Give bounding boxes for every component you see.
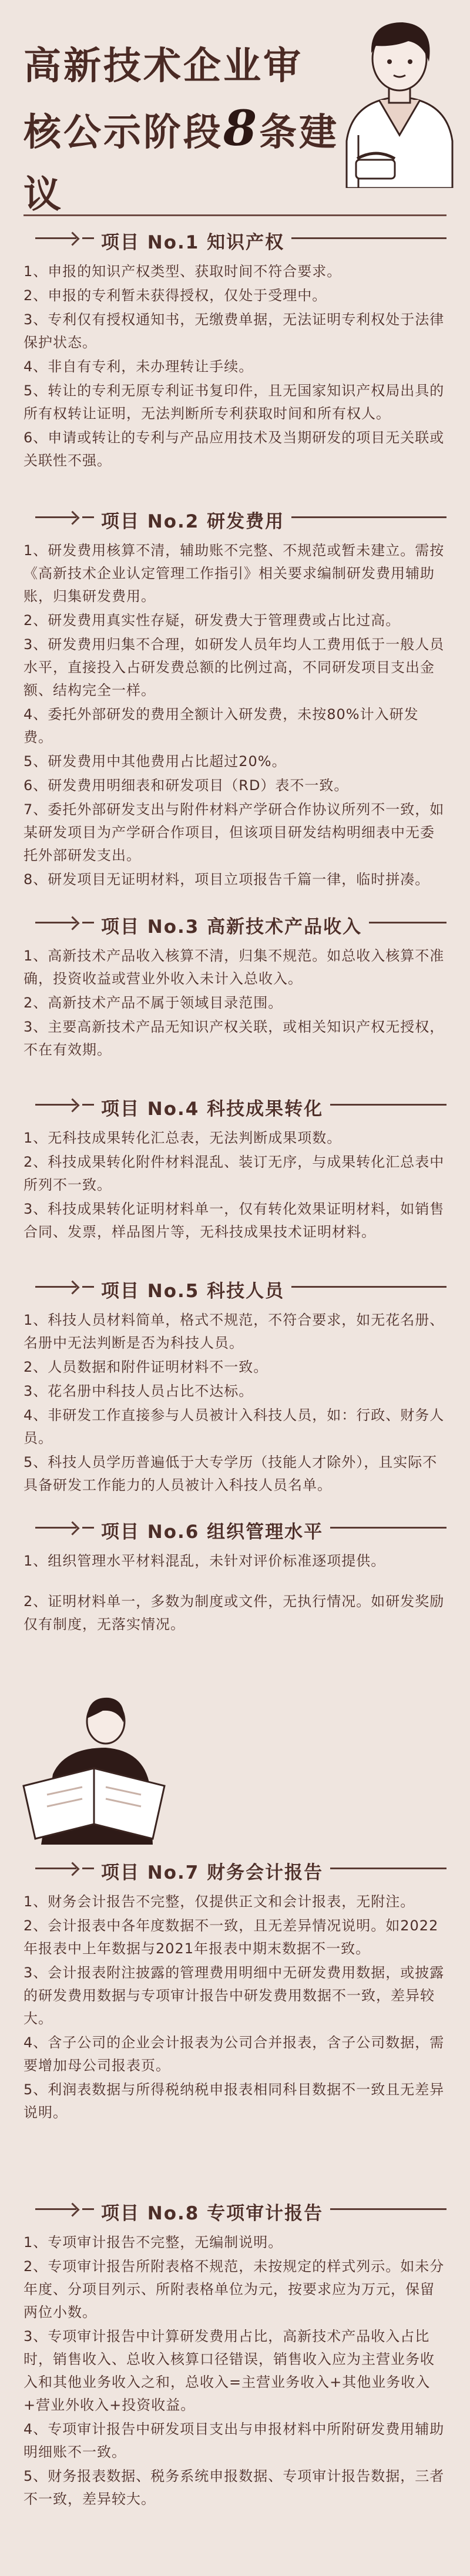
issue-item: 1、申报的知识产权类型、获取时间不符合要求。	[24, 263, 342, 280]
arrow-right-icon	[35, 516, 76, 518]
arrow-right-icon	[35, 2208, 76, 2210]
page-title	[24, 35, 352, 226]
section-special-audit	[24, 2197, 446, 2512]
title-text-a: 核公示阶段	[24, 111, 223, 155]
issue-item: 1、组织管理水平材料混乱，未针对评价标准逐项提供。	[24, 1553, 386, 1569]
issue-item: 4、非研发工作直接参与人员被计入科技人员，如：行政、财务人员。	[24, 1407, 445, 1446]
issue-list	[24, 945, 446, 1062]
title-text-b: 条建议	[24, 111, 340, 217]
section-header	[24, 911, 446, 945]
issue-item: 5、财务报表数据、税务系统申报数据、专项审计报告数据，三者不一致，差异较大。	[24, 2468, 445, 2507]
issue-item: 2、人员数据和附件证明材料不一致。	[24, 1359, 268, 1375]
issue-item: 2、证明材料单一，多数为制度或文件，无执行情况。如研发奖励仅有制度，无落实情况。	[24, 1593, 445, 1633]
section-title: 项目 No.6 组织管理水平	[94, 1517, 330, 1543]
issue-item: 1、研发费用核算不清，辅助账不完整、不规范或暂未建立。需按《高新技术企业认定管理工作指引》相关要求编制研发费用辅助账，归集研发费用。	[24, 542, 445, 604]
section-achievement-transfer	[24, 1093, 446, 1245]
section-rd-expense	[24, 505, 446, 892]
issue-item: 3、花名册中科技人员占比不达标。	[24, 1383, 254, 1399]
issue-item: 2、科技成果转化附件材料混乱、装订无序，与成果转化汇总表中所列不一致。	[24, 1154, 445, 1193]
section-title: 项目 No.8 专项审计报告	[94, 2198, 330, 2225]
issue-item: 4、专项审计报告中研发项目支出与申报材料中所附研发费用辅助明细账不一致。	[24, 2421, 445, 2460]
issue-item: 1、财务会计报告不完整，仅提供正文和会计报表，无附注。	[24, 1893, 415, 1910]
issue-list	[24, 1127, 446, 1244]
section-title: 项目 No.5 科技人员	[94, 1276, 291, 1302]
issue-item: 1、科技人员材料简单，格式不规范，不符合要求，如无花名册、名册中无法判断是否为科技人员。	[24, 1312, 445, 1351]
section-header	[24, 1093, 446, 1127]
arrow-right-icon	[35, 1286, 76, 1288]
issue-item: 2、会计报表中各年度数据不一致，且无差异情况说明。如2022年报表中上年数据与2021年报表中期末数据不一致。	[24, 1917, 439, 1957]
section-org-management	[24, 1516, 446, 1637]
issue-item: 6、研发费用明细表和研发项目（RD）表不一致。	[24, 777, 349, 794]
issue-list	[24, 2231, 446, 2511]
title-line-1: 高新技术企业审	[24, 45, 303, 88]
issue-item: 1、高新技术产品收入核算不清，归集不规范。如总收入核算不准确，投资收益或营业外收入未计入总收入。	[24, 948, 445, 987]
issue-item: 2、申报的专利暂未获得授权，仅处于受理中。	[24, 287, 327, 304]
issue-list	[24, 539, 446, 891]
issue-item: 3、专项审计报告中计算研发费用占比，高新技术产品收入占比时，销售收入、总收入核算口径错误，销售收入应为主营业务收入和其他业务收入之和，总收入=主营业务收入+其他业务收入+营业外收入+投资收益。	[24, 2328, 435, 2413]
issue-item: 5、科技人员学历普遍低于大专学历（技能人才除外），且实际不具备研发工作能力的人员被计入科技人员名单。	[24, 1454, 438, 1493]
section-header	[24, 1856, 446, 1890]
issue-item: 5、转让的专利无原专利证书复印件，且无国家知识产权局出具的所有权转让证明，无法判断所专利获取时间和所有权人。	[24, 382, 445, 422]
section-header	[24, 226, 446, 260]
section-financial-report	[24, 1856, 446, 2125]
arrow-right-icon	[35, 1104, 76, 1106]
issue-list	[24, 1550, 446, 1636]
section-title: 项目 No.3 高新技术产品收入	[94, 912, 369, 938]
phone-icon	[352, 147, 400, 182]
issue-item: 3、专利仅有授权通知书，无缴费单据，无法证明专利权处于法律保护状态。	[24, 311, 445, 351]
issue-item: 2、研发费用真实性存疑，研发费大于管理费或占比过高。	[24, 612, 401, 629]
header-divider	[24, 214, 446, 216]
arrow-right-icon	[35, 237, 76, 239]
section-header	[24, 505, 446, 539]
issue-item: 6、申请或转让的专利与产品应用技术及当期研发的项目无关联或关联性不强。	[24, 429, 445, 469]
reading-person-illustration	[6, 1692, 182, 1845]
section-title: 项目 No.2 研发费用	[94, 506, 291, 533]
section-header	[24, 1275, 446, 1309]
issue-item: 2、专项审计报告所附表格不规范，未按规定的样式列示。如未分年度、分项目列示、所附表格单位为元，按要求应为万元，保留两位小数。	[24, 2258, 445, 2320]
issue-item: 5、利润表数据与所得税纳税申报表相同科目数据不一致且无差异说明。	[24, 2081, 445, 2121]
section-title: 项目 No.1 知识产权	[94, 227, 291, 254]
title-number: 8	[223, 100, 260, 157]
section-title: 项目 No.4 科技成果转化	[94, 1094, 330, 1120]
issue-item: 8、研发项目无证明材料，项目立项报告千篇一律，临时拼凑。	[24, 871, 430, 888]
section-title: 项目 No.7 财务会计报告	[94, 1858, 330, 1884]
issue-list	[24, 1890, 446, 2124]
issue-item: 2、高新技术产品不属于领域目录范围。	[24, 995, 283, 1011]
arrow-right-icon	[35, 1527, 76, 1529]
issue-list	[24, 1309, 446, 1497]
issue-item: 3、研发费用归集不合理，如研发人员年均人工费用低于一般人员水平，直接投入占研发费总额的比例过高，不同研发项目支出金额、结构完全一样。	[24, 636, 445, 698]
issue-item: 4、含子公司的企业会计报表为公司合并报表，含子公司数据，需要增加母公司报表页。	[24, 2034, 445, 2074]
section-header	[24, 1516, 446, 1550]
issue-item: 7、委托外部研发支出与附件材料产学研合作协议所列不一致，如某研发项目为产学研合作项目，但该项目研发结构明细表中无委托外部研发支出。	[24, 801, 445, 864]
section-ip	[24, 226, 446, 473]
section-header	[24, 2197, 446, 2231]
issue-item: 5、研发费用中其他费用占比超过20%。	[24, 753, 287, 770]
issue-item: 1、专项审计报告不完整，无编制说明。	[24, 2234, 283, 2251]
issue-list	[24, 260, 446, 472]
issue-item: 4、委托外部研发的费用全额计入研发费，未按80%计入研发费。	[24, 706, 419, 745]
section-hightech-income	[24, 911, 446, 1063]
hero-banner	[0, 0, 470, 217]
arrow-right-icon	[35, 922, 76, 923]
issue-item: 3、科技成果转化证明材料单一，仅有转化效果证明材料，如销售合同、发票，样品图片等，无科技成果技术证明材料。	[24, 1201, 445, 1240]
issue-item: 3、主要高新技术产品无知识产权关联，或相关知识产权无授权，不在有效期。	[24, 1019, 445, 1058]
arrow-right-icon	[35, 1868, 76, 1869]
issue-item: 3、会计报表附注披露的管理费用明细中无研发费用数据，或披露的研发费用数据与专项审计报告中研发费用数据不一致，差异较大。	[24, 1964, 445, 2027]
section-tech-staff	[24, 1275, 446, 1498]
issue-item: 1、无科技成果转化汇总表，无法判断成果项数。	[24, 1130, 342, 1146]
issue-item: 4、非自有专利，未办理转让手续。	[24, 358, 254, 375]
title-line-2	[24, 98, 352, 226]
